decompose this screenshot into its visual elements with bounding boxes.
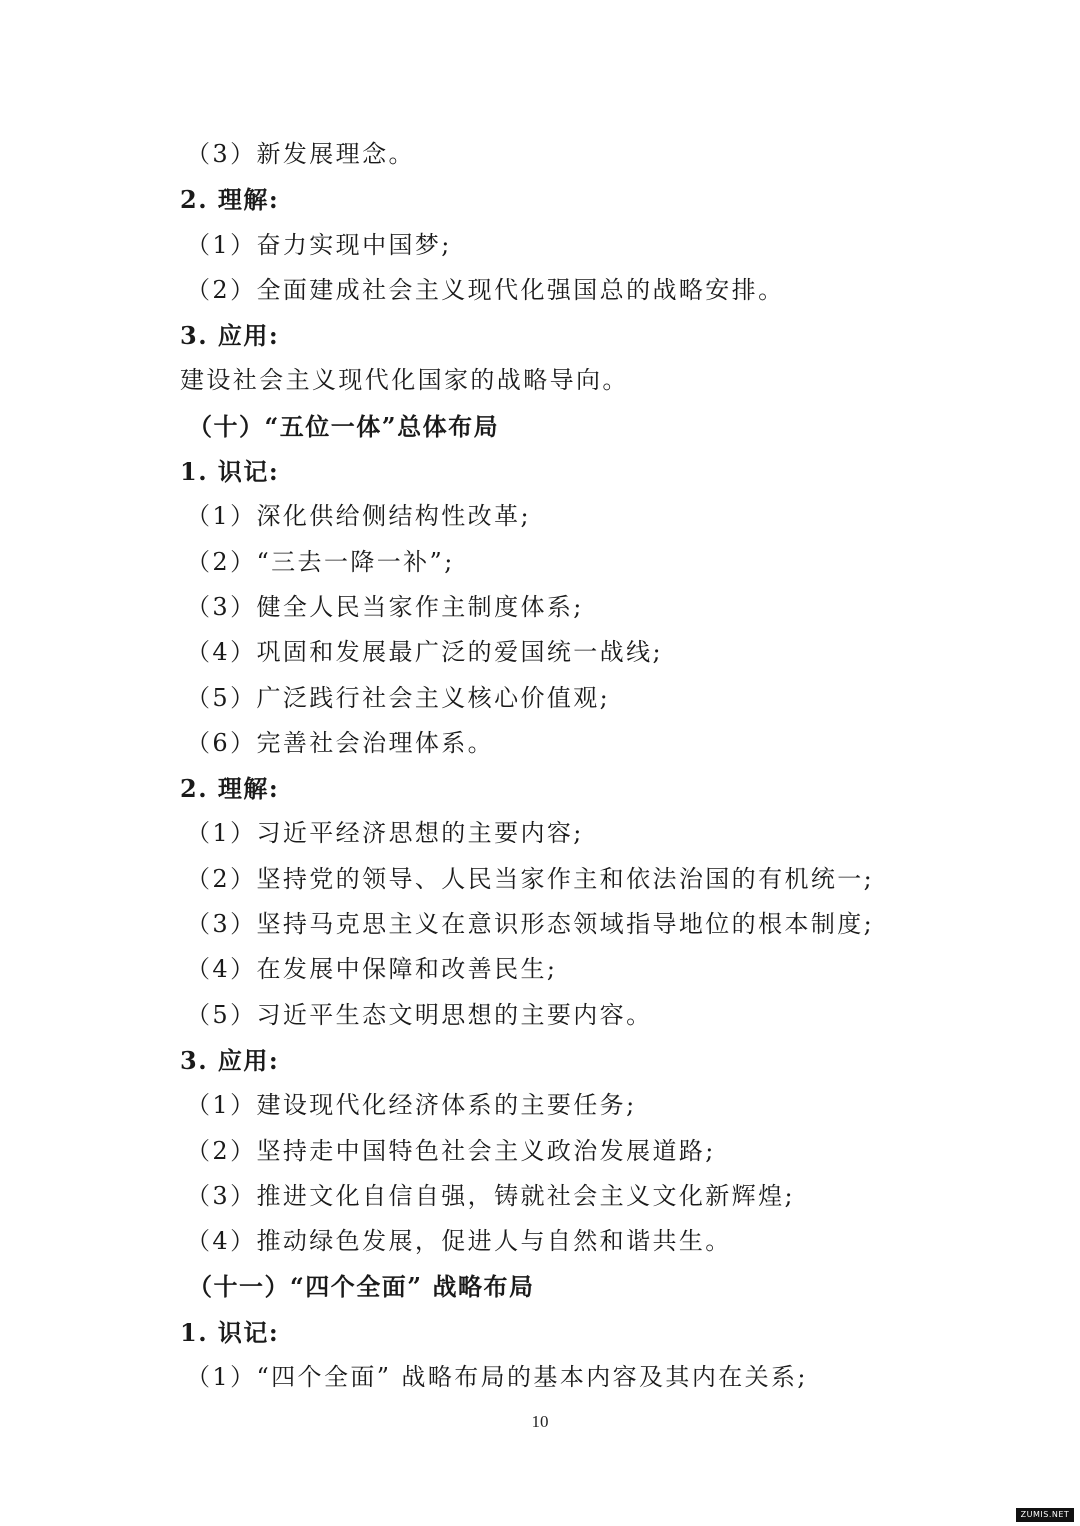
document-line: （3）健全人民当家作主制度体系; — [186, 592, 584, 621]
site-watermark: ZUMIS.NET — [1016, 1508, 1074, 1522]
page-number: 10 — [531, 1412, 549, 1431]
document-line: （2）全面建成社会主义现代化强国总的战略安排。 — [186, 275, 785, 304]
section-heading: （十一）“四个全面” 战略布局 — [188, 1272, 535, 1302]
document-line: （6）完善社会治理体系。 — [186, 728, 495, 757]
section-heading: （十）“五位一体”总体布局 — [188, 411, 500, 441]
subsection-heading: 2. 理解: — [180, 774, 280, 804]
document-line: （2）坚持党的领导、人民当家作主和依法治国的有机统一; — [186, 864, 875, 893]
document-line: （4）在发展中保障和改善民生; — [186, 955, 558, 984]
document-line: （1）“四个全面” 战略布局的基本内容及其内在关系; — [186, 1363, 808, 1392]
document-line: （1）奋力实现中国梦; — [186, 230, 452, 259]
document-line: （2）坚持走中国特色社会主义政治发展道路; — [186, 1136, 716, 1165]
document-line: （1）习近平经济思想的主要内容; — [186, 819, 584, 848]
document-line: （4）巩固和发展最广泛的爱国统一战线; — [186, 638, 663, 667]
document-line: （4）推动绿色发展，促进人与自然和谐共生。 — [186, 1227, 732, 1256]
document-line: （2）“三去一降一补”; — [186, 547, 455, 576]
document-body — [180, 132, 880, 1400]
document-line: （5）习近平生态文明思想的主要内容。 — [186, 1000, 653, 1029]
subsection-heading: 2. 理解: — [180, 185, 280, 215]
subsection-heading: 1. 识记: — [180, 1317, 280, 1347]
subsection-heading: 3. 应用: — [180, 321, 280, 351]
subsection-heading: 1. 识记: — [180, 457, 280, 487]
document-line: （1）建设现代化经济体系的主要任务; — [186, 1091, 637, 1120]
subsection-heading: 3. 应用: — [180, 1045, 280, 1075]
document-line: 建设社会主义现代化国家的战略导向。 — [180, 366, 629, 395]
document-line: （3）新发展理念。 — [186, 140, 415, 168]
document-line: （3）坚持马克思主义在意识形态领域指导地位的根本制度; — [186, 910, 875, 939]
document-line: （5）广泛践行社会主义核心价值观; — [186, 683, 611, 712]
document-line: （1）深化供给侧结构性改革; — [186, 502, 531, 531]
document-line: （3）推进文化自信自强，铸就社会主义文化新辉煌; — [186, 1181, 795, 1210]
